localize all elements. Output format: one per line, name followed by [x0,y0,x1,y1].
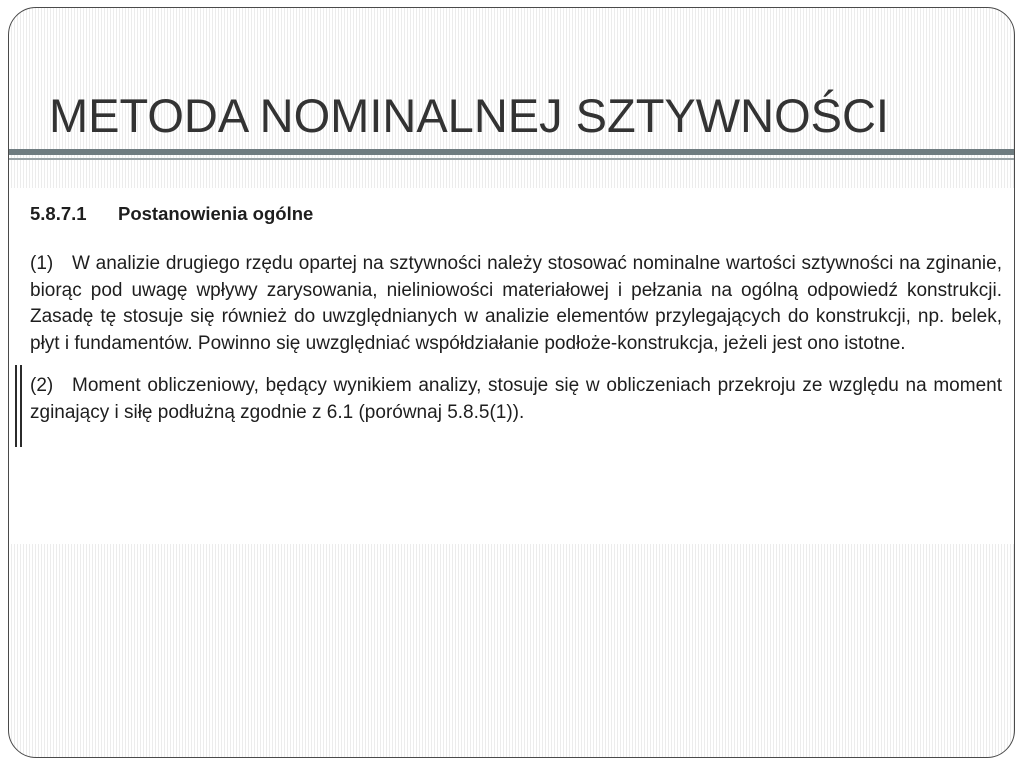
document-excerpt [10,188,1014,544]
section-heading [30,202,1002,226]
paragraph-1 [30,251,1002,357]
paragraph-2 [30,373,1002,426]
change-marker-bar [15,365,22,447]
slide-title: METODA NOMINALNEJ SZTYWNOŚCI [49,89,889,142]
section-number: 5.8.7.1 [30,203,87,224]
title-divider-thick [9,149,1014,155]
paragraph-text: Moment obliczeniowy, będący wynikiem analizy, stosuje się w obliczeniach przekroju ze względu na moment zginający i siłę podłużną zgodnie z 6.1 (porównaj 5.8.5(1)). [30,375,1002,423]
title-divider-thin [9,158,1014,160]
paragraph-text: W analizie drugiego rzędu opartej na sztywności należy stosować nominalne wartości sztywności na zginanie, biorąc pod uwagę wpływy zarysowania, nieliniowości materiałowej i pełzania na ogólną odpowiedź konstrukcji. Zasadę tę stosuje się również do uwzględnianych w analizie elementów przylegających do konstrukcji, np. belek, płyt i fundamentów. Powinno się uwzględniać współdziałanie podłoże-konstrukcja, jeżeli jest ono istotne. [30,253,1002,354]
paragraph-number: (1) [30,253,54,274]
section-title: Postanowienia ogólne [118,203,314,224]
paragraph-number: (2) [30,375,54,396]
